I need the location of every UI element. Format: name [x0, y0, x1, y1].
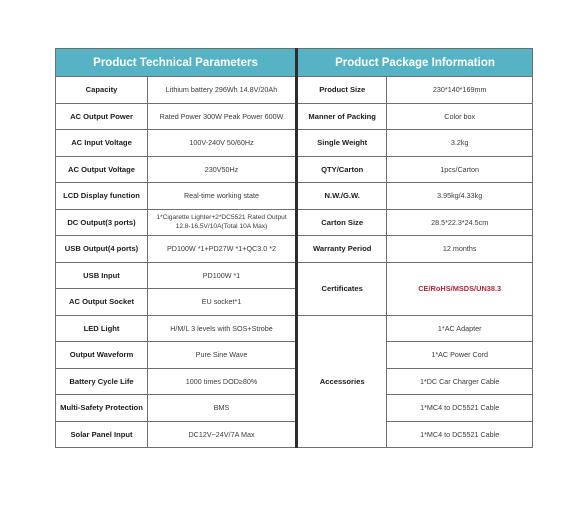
- row-value: PD100W *1: [148, 262, 296, 289]
- row-label: Product Size: [297, 77, 387, 104]
- row-label: USB Output(4 ports): [56, 236, 148, 263]
- certificates-value: CE/RoHS/MSDS/UN38.3: [387, 262, 533, 315]
- table-row: [297, 103, 533, 130]
- accessory-item: 1*AC Adapter: [387, 315, 533, 342]
- row-value: Rated Power 300W Peak Power 600W: [148, 103, 296, 130]
- row-value: 100V-240V 50/60Hz: [148, 130, 296, 157]
- row-value: 1pcs/Carton: [387, 156, 533, 183]
- table-row: [297, 209, 533, 236]
- table-row: [297, 183, 533, 210]
- accessory-item: 1*MC4 to DC5521 Cable: [387, 395, 533, 422]
- row-value: 28.5*22.3*24.5cm: [387, 209, 533, 236]
- table-row: [56, 103, 296, 130]
- row-label: Multi-Safety Protection: [56, 395, 148, 422]
- row-value: 3.95kg/4.33kg: [387, 183, 533, 210]
- row-value: 3.2kg: [387, 130, 533, 157]
- table-row: [56, 342, 296, 369]
- row-value: Real-time working state: [148, 183, 296, 210]
- table-row: [56, 236, 296, 263]
- technical-parameters-table: [55, 48, 296, 448]
- row-value: Color box: [387, 103, 533, 130]
- row-label: Output Waveform: [56, 342, 148, 369]
- accessories-label: Accessories: [297, 315, 387, 448]
- accessory-item: 1*DC Car Charger Cable: [387, 368, 533, 395]
- row-value: Pure Sine Wave: [148, 342, 296, 369]
- table-row: [56, 289, 296, 316]
- row-value: 1*Cigarette Lighter+2*DC5521 Rated Output 12.8-16.5V/10A(Total 10A Max): [148, 209, 296, 236]
- row-label: QTY/Carton: [297, 156, 387, 183]
- row-label: N.W./G.W.: [297, 183, 387, 210]
- row-value: Lithium battery 296Wh 14.8V/20Ah: [148, 77, 296, 104]
- row-label: AC Input Voltage: [56, 130, 148, 157]
- spec-sheet: [55, 48, 533, 446]
- table-row: [297, 262, 533, 289]
- row-label: LCD Display function: [56, 183, 148, 210]
- row-label: Single Weight: [297, 130, 387, 157]
- table-row: [56, 156, 296, 183]
- row-value: EU socket*1: [148, 289, 296, 316]
- table-row: [56, 209, 296, 236]
- table-row: [56, 315, 296, 342]
- row-value: PD100W *1+PD27W *1+QC3.0 *2: [148, 236, 296, 263]
- row-value: 1000 times DOD≥80%: [148, 368, 296, 395]
- row-label: Solar Panel Input: [56, 421, 148, 448]
- row-label: AC Output Voltage: [56, 156, 148, 183]
- table-row: [297, 236, 533, 263]
- table-row: [297, 130, 533, 157]
- package-information-title: Product Package Information: [297, 49, 533, 77]
- row-label: Capacity: [56, 77, 148, 104]
- row-value: BMS: [148, 395, 296, 422]
- table-row: [56, 77, 296, 104]
- package-information-table: [295, 48, 533, 448]
- accessory-item: 1*AC Power Cord: [387, 342, 533, 369]
- row-label: AC Output Socket: [56, 289, 148, 316]
- table-row: [56, 183, 296, 210]
- table-row: [297, 156, 533, 183]
- table-row: [56, 368, 296, 395]
- row-label: Warranty Period: [297, 236, 387, 263]
- row-label: DC Output(3 ports): [56, 209, 148, 236]
- row-value: DC12V~24V/7A Max: [148, 421, 296, 448]
- row-label: AC Output Power: [56, 103, 148, 130]
- row-value: 230V50Hz: [148, 156, 296, 183]
- table-row: [297, 315, 533, 342]
- row-value: H/M/L 3 levels with SOS+Strobe: [148, 315, 296, 342]
- row-label: Manner of Packing: [297, 103, 387, 130]
- table-row: [56, 421, 296, 448]
- row-value: 12 months: [387, 236, 533, 263]
- technical-parameters-title: Product Technical Parameters: [56, 49, 296, 77]
- row-label: Battery Cycle Life: [56, 368, 148, 395]
- table-row: [56, 262, 296, 289]
- table-row: [56, 130, 296, 157]
- table-row: [297, 77, 533, 104]
- row-value: 230*140*169mm: [387, 77, 533, 104]
- row-label: USB Input: [56, 262, 148, 289]
- certificates-label: Certificates: [297, 262, 387, 315]
- row-label: LED Light: [56, 315, 148, 342]
- row-label: Carton Size: [297, 209, 387, 236]
- table-row: [56, 395, 296, 422]
- accessory-item: 1*MC4 to DC5521 Cable: [387, 421, 533, 448]
